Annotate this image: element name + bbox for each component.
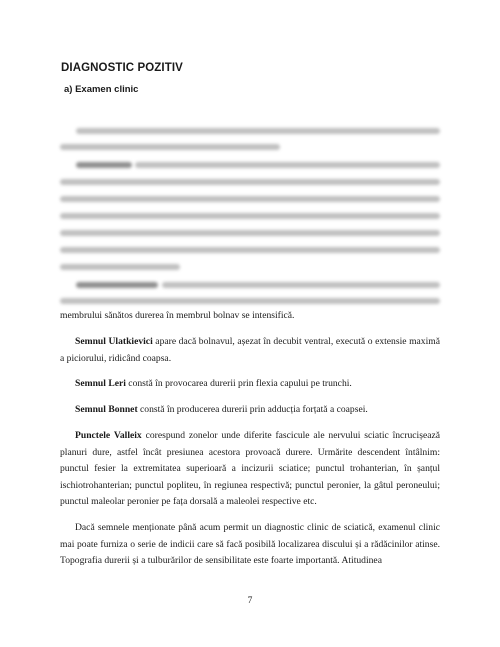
section-heading: DIAGNOSTIC POZITIV [61, 62, 183, 74]
paragraph-ulatkievici [60, 334, 440, 367]
paragraph-continued: membrului sănătos durerea în membrul bolnav se intensifică. [60, 310, 295, 321]
paragraph-bonnet [60, 402, 440, 419]
term-bonnet: Semnul Bonnet [75, 404, 138, 415]
paragraph-leri [60, 376, 440, 393]
text-bonnet: constă în producerea durerii prin adducția forțată a coapsei. [137, 404, 368, 415]
paragraph-final: Dacă semnele menționate până acum permit un diagnostic clinic de sciatică, examenul clinic mai poate furniza o serie de indicii care să facă posibilă localizarea discului și a rădăcinilor atinse. Topografia durerii și a tulburărilor de sensibilitate este foarte importantă. Atitudinea [60, 522, 440, 567]
term-ulatkievici: Semnul Ulatkievici [75, 336, 153, 347]
text-ulatkievici: apare dacă bolnavul, așezat în decubit ventral, execută o extensie maximă a piciorului, ridicând coapsa. [60, 336, 440, 364]
text-valleix: corespund zonelor unde diferite fascicule ale nervului sciatic încrucișează planuri dure, astfel încât presiunea acestora provoacă durere. Urmărite descendent întâlnim: punctul fesier la extremitatea superioară a incizurii sciatice; punctul trohanterian, în șanțul ischiotrohanterian; punctul popliteu, în regiunea respectivă; punctul peronier, la gâtul peroneului; punctul maleolar peronier pe fața dorsală a maleolei respective etc. [60, 430, 440, 508]
term-valleix: Punctele Valleix [75, 430, 142, 441]
page-number: 7 [247, 596, 253, 606]
text-leri: constă în provocarea durerii prin flexia capului pe trunchi. [125, 378, 352, 389]
term-leri: Semnul Leri [75, 378, 126, 389]
subsection-heading: a) Examen clinic [64, 84, 139, 95]
paragraph-valleix [60, 428, 440, 511]
